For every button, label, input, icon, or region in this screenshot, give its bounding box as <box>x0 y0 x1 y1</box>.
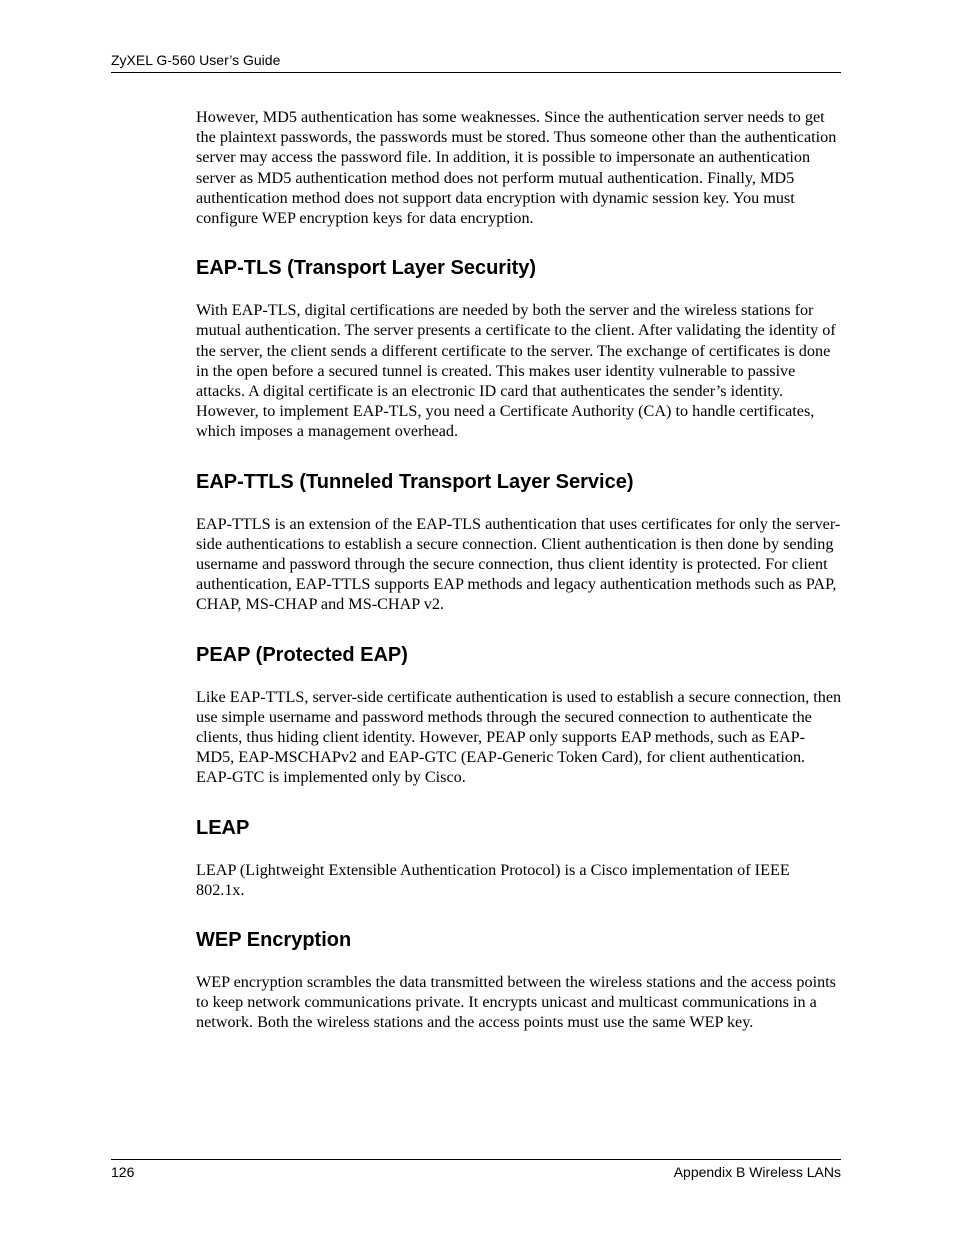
eap-tls-heading: EAP-TLS (Transport Layer Security) <box>196 257 537 280</box>
peap-paragraph: Like EAP-TTLS, server-side certificate authentication is used to establish a secure connection, then use simple username and password methods through the secured connection to authenticate the clients, thus hiding client identity. However, PEAP only supports EAP methods, such as EAP-MD5, EAP-MSCHAPv2 and EAP-GTC (EAP-Generic Token Card), for client authentication. EAP-GTC is implemented only by Cisco. <box>196 687 842 787</box>
leap-paragraph: LEAP (Lightweight Extensible Authentication Protocol) is a Cisco implementation of IEEE 802.1x. <box>196 860 790 899</box>
page-content <box>196 107 842 1033</box>
page-header <box>111 50 841 73</box>
peap-heading: PEAP (Protected EAP) <box>196 643 408 666</box>
leap-heading: LEAP <box>196 816 250 839</box>
document-title: ZyXEL G-560 User’s Guide <box>111 52 281 68</box>
page-number: 126 <box>111 1164 135 1180</box>
md5-weakness-paragraph: However, MD5 authentication has some weaknesses. Since the authentication server needs to get the plaintext passwords, the passwords must be stored. Thus someone other than the authentication server may access the password file. In addition, it is possible to impersonate an authentication server as MD5 authentication method does not perform mutual authentication. Finally, MD5 authentication method does not support data encryption with dynamic session key. You must configure WEP encryption keys for data encryption. <box>196 108 837 228</box>
eap-tls-paragraph: With EAP-TLS, digital certifications are needed by both the server and the wireless stations for mutual authentication. The server presents a certificate to the client. After validating the identity of the server, the client sends a different certificate to the server. The exchange of certificates is done in the open before a secured tunnel is created. This makes user identity vulnerable to passive attacks. A digital certificate is an electronic ID card that authenticates the sender’s identity. However, to implement EAP-TLS, you need a Certificate Authority (CA) to handle certificates, which imposes a management overhead. <box>196 301 836 441</box>
eap-ttls-paragraph: EAP-TTLS is an extension of the EAP-TLS authentication that uses certificates for only the server-side authentications to establish a secure connection. Client authentication is then done by sending username and password through the secure connection, thus client identity is protected. For client authentication, EAP-TTLS supports EAP methods and legacy authentication methods such as PAP, CHAP, MS-CHAP and MS-CHAP v2. <box>196 514 841 614</box>
eap-ttls-heading: EAP-TTLS (Tunneled Transport Layer Service) <box>196 470 634 493</box>
chapter-title: Appendix B Wireless LANs <box>673 1164 841 1180</box>
wep-encryption-heading: WEP Encryption <box>196 929 352 952</box>
wep-encryption-paragraph: WEP encryption scrambles the data transmitted between the wireless stations and the access points to keep network communications private. It encrypts unicast and multicast communications in a network. Both the wireless stations and the access points must use the same WEP key. <box>196 973 836 1032</box>
page-footer <box>111 1159 841 1184</box>
